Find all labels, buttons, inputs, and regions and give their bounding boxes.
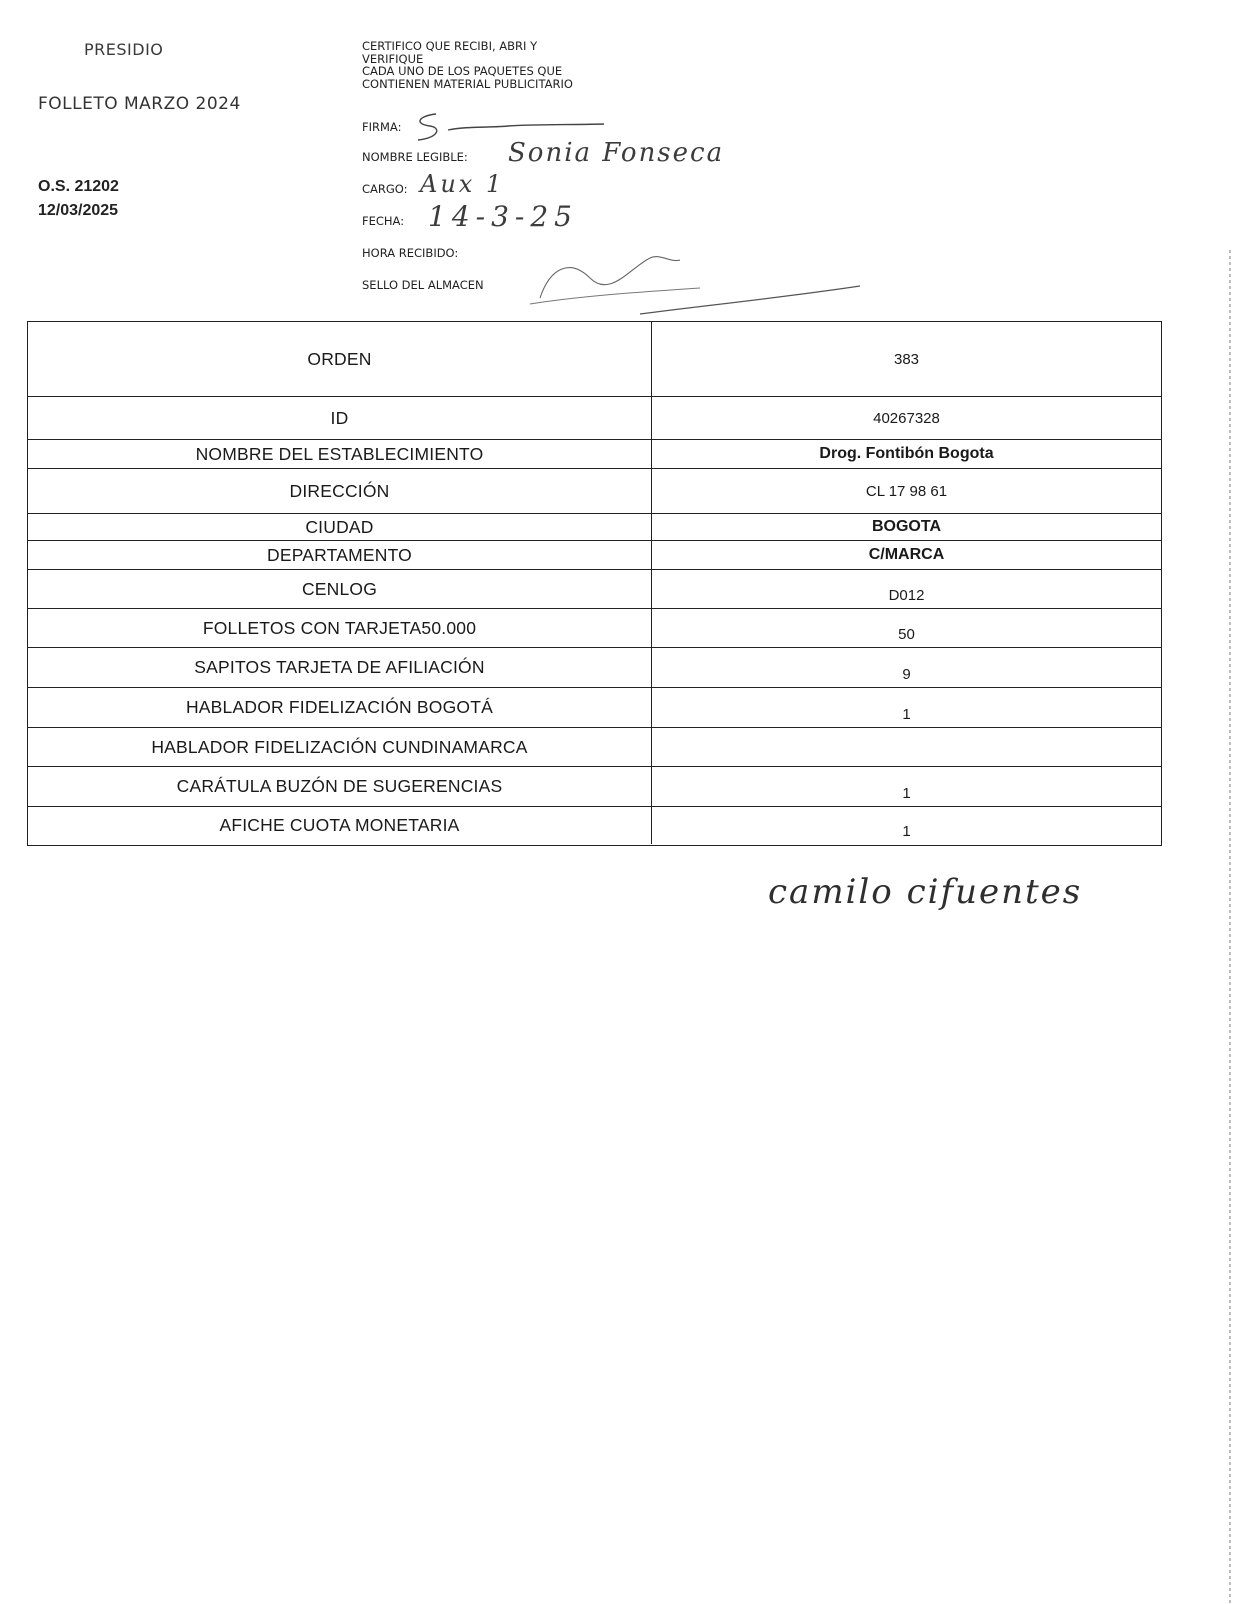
os-date: 12/03/2025: [38, 202, 119, 219]
fecha-handwritten: 14-3-25: [428, 200, 578, 233]
scan-edge: [1229, 250, 1231, 1604]
row-value: [652, 728, 1161, 766]
delivery-table: [27, 321, 1162, 846]
row-label: CARÁTULA BUZÓN DE SUGERENCIAS: [28, 767, 652, 806]
fecha-label: FECHA:: [362, 214, 405, 228]
table-row: [28, 688, 1161, 728]
table-row: [28, 541, 1161, 570]
header-smudge: [38, 64, 241, 88]
statement-line: CONTIENEN MATERIAL PUBLICITARIO: [362, 76, 573, 91]
row-value: 1: [902, 706, 911, 723]
statement-line: CERTIFICO QUE RECIBI, ABRI Y: [362, 39, 538, 53]
table-row: [28, 728, 1161, 767]
row-value: Drog. Fontibón Bogota: [819, 445, 994, 462]
row-label: HABLADOR FIDELIZACIÓN CUNDINAMARCA: [28, 728, 652, 766]
row-value: C/MARCA: [868, 546, 945, 563]
row-label: HABLADOR FIDELIZACIÓN BOGOTÁ: [28, 688, 652, 727]
table-row: [28, 570, 1161, 609]
table-row: [28, 440, 1161, 469]
nombre-label: NOMBRE LEGIBLE:: [362, 150, 468, 164]
hora-label: HORA RECIBIDO:: [362, 246, 459, 260]
row-label: DEPARTAMENTO: [28, 541, 652, 569]
company-name: PRESIDIO: [84, 40, 164, 59]
nombre-handwritten: Sonia Fonseca: [508, 138, 725, 168]
row-label: FOLLETOS CON TARJETA50.000: [28, 609, 652, 647]
row-value: D012: [888, 587, 925, 604]
footer-handwritten-name: camilo cifuentes: [768, 872, 1083, 912]
order-service-block: [38, 175, 119, 223]
firma-label: FIRMA:: [362, 120, 402, 134]
row-value: 1: [902, 823, 911, 840]
table-row: [28, 397, 1161, 440]
stamp-scribble: [520, 248, 880, 328]
certification-statement: [362, 40, 573, 90]
row-label: CIUDAD: [28, 514, 652, 540]
row-label: AFICHE CUOTA MONETARIA: [28, 807, 652, 844]
statement-line: CADA UNO DE LOS PAQUETES QUE: [362, 64, 563, 78]
cargo-label: CARGO:: [362, 182, 408, 196]
row-label: SAPITOS TARJETA DE AFILIACIÓN: [28, 648, 652, 687]
table-row: [28, 609, 1161, 648]
table-row: [28, 648, 1161, 688]
row-value: 50: [898, 626, 915, 643]
row-value: CL 17 98 61: [865, 482, 948, 500]
os-number: O.S. 21202: [38, 178, 119, 195]
row-value: BOGOTA: [871, 518, 942, 535]
table-row: [28, 514, 1161, 541]
row-label: ID: [28, 397, 652, 439]
sello-label: SELLO DEL ALMACEN: [362, 278, 484, 292]
row-value: 9: [902, 666, 911, 683]
table-row: [28, 322, 1161, 397]
row-label: NOMBRE DEL ESTABLECIMIENTO: [28, 440, 652, 468]
row-value: 1: [902, 785, 911, 802]
row-value: 40267328: [873, 409, 940, 427]
statement-line: VERIFIQUE: [362, 51, 424, 66]
table-row: [28, 767, 1161, 807]
row-label: ORDEN: [28, 322, 652, 396]
folleto-title: FOLLETO MARZO 2024: [38, 94, 241, 114]
table-row: [28, 469, 1161, 514]
cargo-handwritten: Aux 1: [420, 170, 505, 198]
header-left: [38, 40, 241, 118]
row-label: CENLOG: [28, 570, 652, 608]
table-row: [28, 807, 1161, 844]
row-value: 383: [893, 350, 920, 368]
row-label: DIRECCIÓN: [28, 469, 652, 513]
